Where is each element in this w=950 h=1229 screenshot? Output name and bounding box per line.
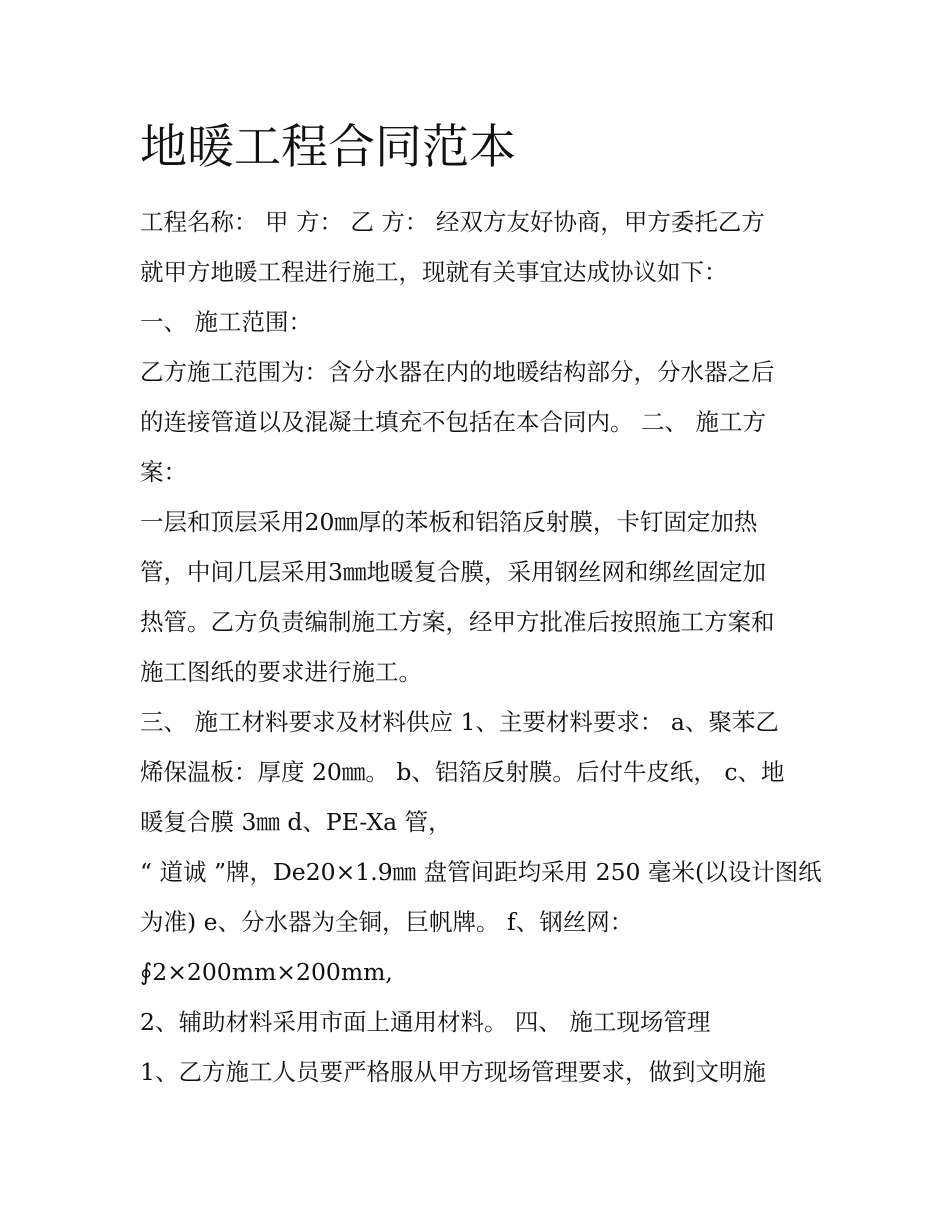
text-line: 施工图纸的要求进行施工。 (140, 658, 422, 686)
text-line: 烯保温板：厚度 20㎜。 b、铝箔反射膜。后付牛皮纸， c、地 (140, 758, 785, 786)
text-line: 2、辅助材料采用市面上通用材料。 四、 施工现场管理 (140, 1008, 711, 1036)
section-heading: 一、 施工范围： (140, 308, 312, 336)
text-line: “ 道诚 ”牌，De20×1.9㎜ 盘管间距均采用 250 毫米(以设计图纸 (140, 858, 822, 886)
text-line: ∮2×200mm×200mm, (140, 958, 393, 986)
text-line: 一层和顶层采用20㎜厚的苯板和铝箔反射膜，卡钉固定加热 (140, 508, 758, 536)
text-line: 热管。乙方负责编制施工方案，经甲方批准后按照施工方案和 (140, 608, 775, 636)
text-line: 乙方施工范围为：含分水器在内的地暖结构部分，分水器之后 (140, 358, 775, 386)
text-line: 为准) e、分水器为全铜，巨帆牌。 f、钢丝网： (140, 908, 634, 936)
text-line: 暖复合膜 3㎜ d、PE-Xa 管， (140, 808, 452, 836)
text-line: 三、 施工材料要求及材料供应 1、主要材料要求： a、聚苯乙 (140, 708, 779, 736)
document-body (140, 197, 830, 1097)
text-line: 案： (140, 458, 187, 486)
text-line: 管，中间几层采用3㎜地暖复合膜，采用钢丝网和绑丝固定加 (140, 558, 766, 586)
document-title: 地暖工程合同范本 (140, 120, 516, 175)
text-line: 1、乙方施工人员要严格服从甲方现场管理要求，做到文明施 (140, 1058, 766, 1086)
text-line: 工程名称： 甲 方： 乙 方： 经双方友好协商，甲方委托乙方 (140, 208, 765, 236)
text-line: 就甲方地暖工程进行施工，现就有关事宜达成协议如下： (140, 258, 728, 286)
text-line: 的连接管道以及混凝土填充不包括在本合同内。 二、 施工方 (140, 408, 766, 436)
